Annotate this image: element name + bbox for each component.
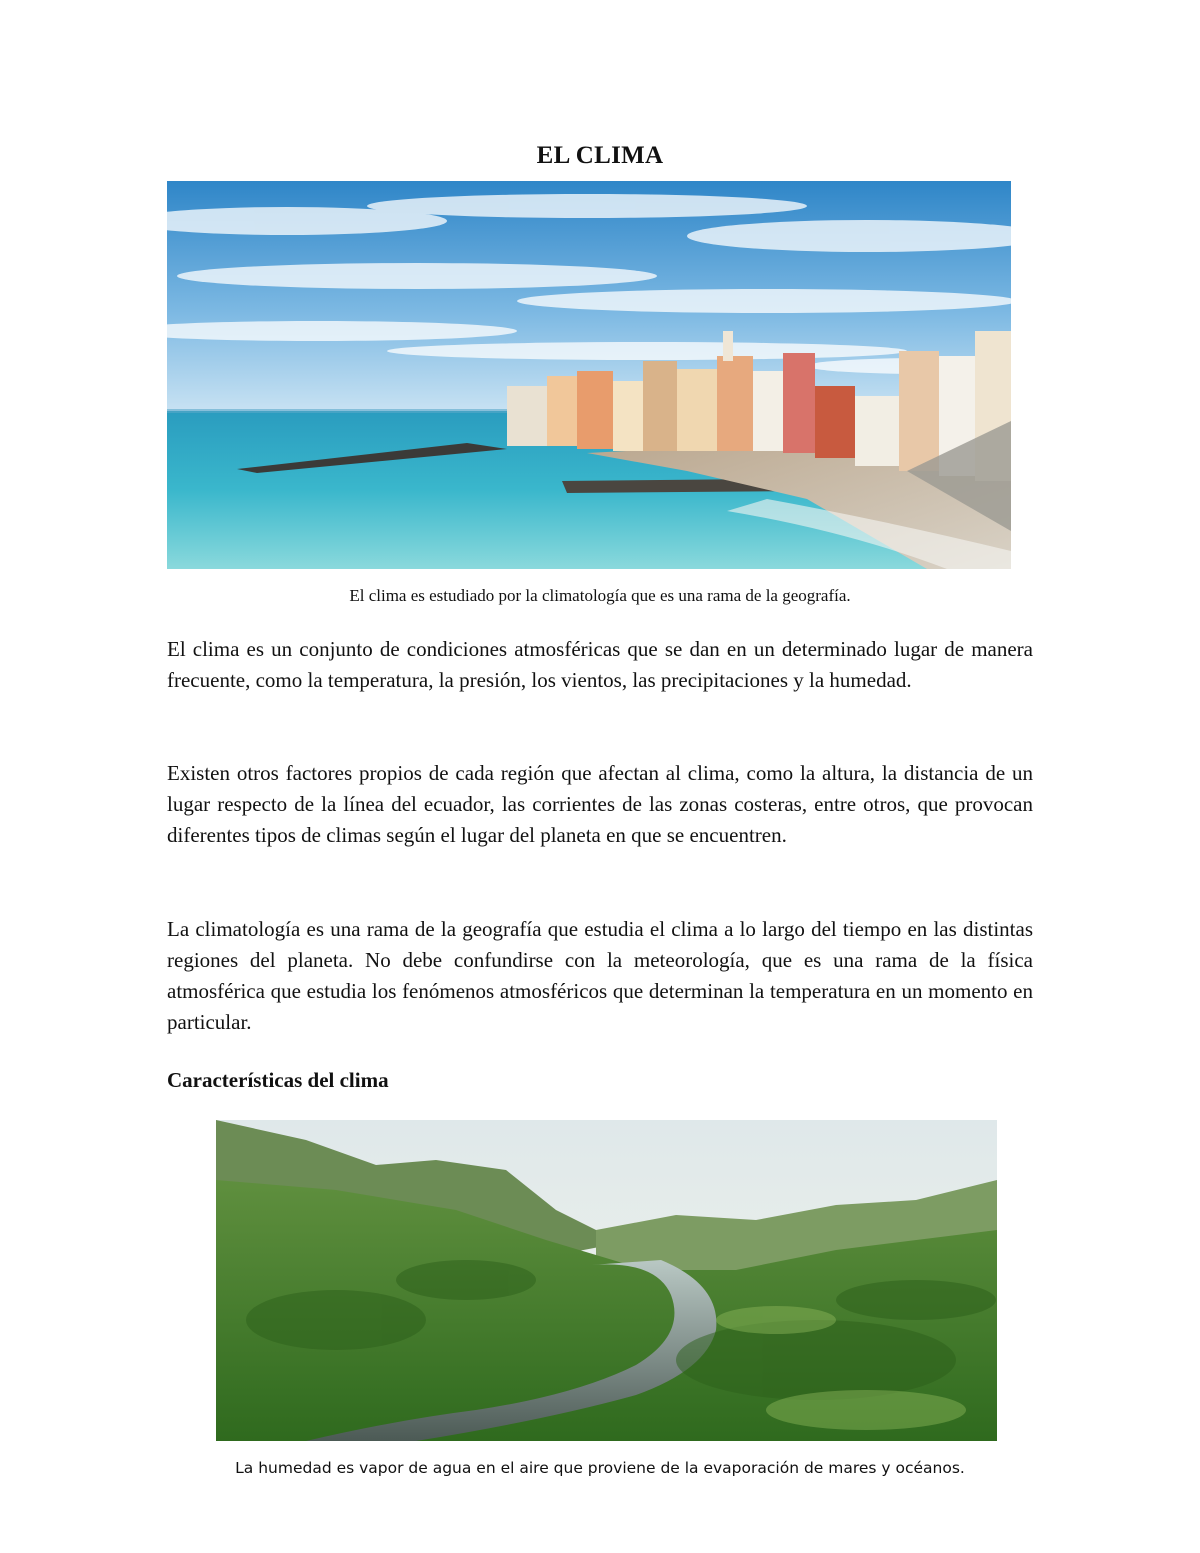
paragraph-2: Existen otros factores propios de cada región que afectan al clima, como la altura, la distancia de un lugar respecto de la línea del ecuador, las corrientes de las zonas costeras, entre otros, que provocan diferentes tipos de climas según el lugar del planeta en que se encuentren.: [167, 761, 1033, 847]
paragraph-1: El clima es un conjunto de condiciones atmosféricas que se dan en un determinado lugar de manera frecuente, como la temperatura, la presión, los vientos, las precipitaciones y la humedad.: [167, 637, 1033, 692]
figure1-caption: El clima es estudiado por la climatología que es una rama de la geografía.: [349, 586, 851, 605]
section-heading: Características del clima: [167, 1068, 389, 1092]
figure2-caption: La humedad es vapor de agua en el aire que proviene de la evaporación de mares y océanos.: [235, 1459, 965, 1477]
paragraph-3: La climatología es una rama de la geografía que estudia el clima a lo largo del tiempo en las distintas regiones del planeta. No debe confundirse con la meteorología, que es una rama de la física atmosférica que estudia los fenómenos atmosféricos que determinan la temperatura en un momento en particular.: [167, 917, 1033, 1034]
jungle-river-photo: [216, 1120, 997, 1441]
coastal-town-photo: [167, 181, 1011, 569]
document-title: EL CLIMA: [536, 142, 664, 169]
